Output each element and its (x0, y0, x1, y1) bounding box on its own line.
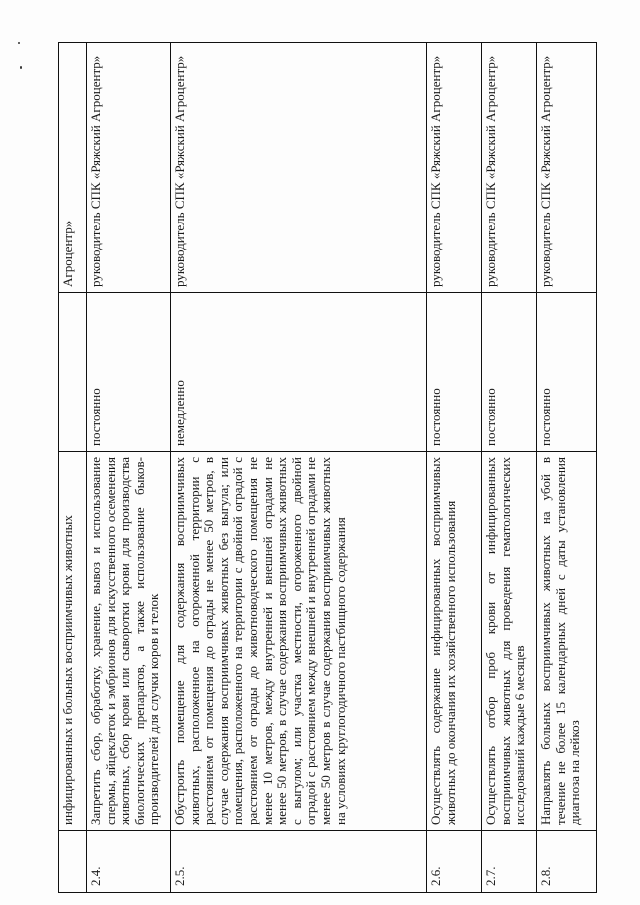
row-responsible: руководитель СПК «Ряжский Агроцентр» (171, 43, 427, 293)
row-action: Осуществлять содержание инфицированных восприимчивых животных до окончания их хозяйственного использования (427, 452, 482, 831)
row-responsible: руководитель СПК «Ряжский Агроцентр» (537, 43, 597, 293)
row-term: немедленно (171, 293, 427, 452)
table-row (59, 43, 87, 893)
row-number: 2.4. (87, 831, 171, 893)
row-action: Осуществлять отбор проб крови от инфицированных восприимчивых животных для проведения гематологических исследований каждые 6 месяцев (482, 452, 537, 831)
row-responsible: руководитель СПК «Ряжский Агроцентр» (87, 43, 171, 293)
row-number: 2.7. (482, 831, 537, 893)
table-row (171, 43, 427, 893)
row-term: постоянно (537, 293, 597, 452)
row-responsible: руководитель СПК «Ряжский Агроцентр» (482, 43, 537, 293)
row-number: 2.8. (537, 831, 597, 893)
scan-speck (18, 42, 20, 44)
scan-speck (20, 66, 22, 69)
row-term (59, 293, 87, 452)
table-row (537, 43, 597, 893)
table-row (87, 43, 171, 893)
row-action: Запретить сбор, обработку, хранение, вывоз и использование спермы, яйцеклеток и эмбрионов для искусственного осеменения животных, сбор крови или сыворотки крови для производства биологических препаратов, а также использование быков-производителей для случки коров и телок (87, 452, 171, 831)
row-responsible: Агроцентр» (59, 43, 87, 293)
rotated-table-wrapper (58, 43, 596, 893)
table-row (427, 43, 482, 893)
row-term: постоянно (427, 293, 482, 452)
row-number: 2.6. (427, 831, 482, 893)
row-action: инфицированных и больных восприимчивых животных (59, 452, 87, 831)
row-responsible: руководитель СПК «Ряжский Агроцентр» (427, 43, 482, 293)
row-number: 2.5. (171, 831, 427, 893)
row-action: Обустроить помещение для содержания восприимчивых животных, расположенное на огороженной территории с расстоянием от помещения до ограды не менее 50 метров, в случае содержания восприимчивых животных без выгула; или помещения, расположенного на территории с двойной оградой с расстоянием от ограды до животноводческого помещения не менее 10 метров, между внутренней и внешней оградами не менее 50 метров, в случае содержания восприимчивых животных с выгулом; или участка местности, огороженного двойной оградой с расстоянием между внешней и внутренней оградами не менее 50 метров в случае содержания восприимчивых животных на условиях круглогодичного пастбищного содержания (171, 452, 427, 831)
row-term: постоянно (87, 293, 171, 452)
row-action: Направлять больных восприимчивых животных на убой в течение не более 15 календарных дней с даты установления диагноза на лейкоз (537, 452, 597, 831)
table-row (482, 43, 537, 893)
measures-table (58, 42, 597, 893)
row-term: постоянно (482, 293, 537, 452)
row-number (59, 831, 87, 893)
